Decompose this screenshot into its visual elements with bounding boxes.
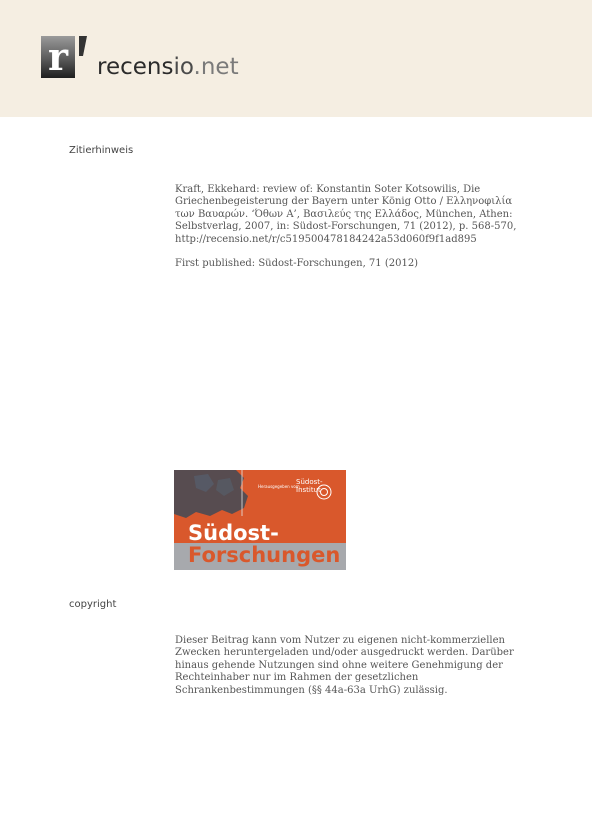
site-name-part-c: .net bbox=[193, 54, 239, 80]
copyright-line: Zwecken heruntergeladen und/oder ausgedruckt werden. Darüber bbox=[175, 647, 514, 659]
citation-line: Kraft, Ekkehard: review of: Konstantin Soter Kotsowilis, Die bbox=[175, 184, 481, 195]
copyright-line: Rechteinhaber nur im Rahmen der gesetzlichen bbox=[175, 672, 419, 684]
copyright-line: Schrankenbestimmungen (§§ 44a-63a UrhG) zulässig. bbox=[175, 684, 448, 696]
cover-title-line1: Südost- bbox=[188, 521, 279, 545]
citation-url[interactable]: http://recensio.net/r/c519500478184242a53d060f9f1ad895 bbox=[175, 233, 477, 245]
cover-small-text: Herausgegeben vom bbox=[258, 484, 300, 489]
citation-line: των Βαυαρών. ‘Όθων Α’, Βασιλεύς της Ελλάδος, München, Athen: bbox=[175, 208, 513, 220]
journal-cover-graphic bbox=[174, 470, 346, 570]
copyright-line: Dieser Beitrag kann vom Nutzer zu eigenen nicht-kommerziellen bbox=[175, 635, 505, 646]
copyright-text bbox=[175, 635, 535, 697]
copyright-line: hinaus gehende Nutzungen sind ohne weitere Genehmigung der bbox=[175, 659, 503, 671]
citation-label: Zitierhinweis bbox=[69, 145, 134, 156]
copyright-label: copyright bbox=[69, 599, 117, 610]
cover-title-line2: Forschungen bbox=[188, 543, 341, 567]
site-name-part-a: recens bbox=[97, 54, 174, 80]
recensio-logo[interactable] bbox=[41, 36, 87, 78]
logo-r-icon bbox=[41, 36, 87, 78]
cover-institute-line1: Südost- bbox=[296, 478, 323, 486]
first-published: First published: Südost-Forschungen, 71 (2012) bbox=[175, 258, 419, 269]
cover-institute-line2: Institut bbox=[296, 486, 321, 494]
site-name-part-b: io bbox=[173, 54, 194, 80]
journal-cover-image bbox=[174, 470, 346, 570]
logo-letter: r bbox=[47, 36, 69, 78]
citation-line: Griechenbegeisterung der Bayern unter König Otto / Ελληνοφιλία bbox=[175, 196, 513, 208]
citation-text bbox=[175, 184, 535, 246]
citation-line: Selbstverlag, 2007, in: Südost-Forschungen, 71 (2012), p. 568-570, bbox=[175, 221, 517, 233]
site-name[interactable] bbox=[97, 54, 239, 80]
page-header bbox=[0, 0, 592, 117]
